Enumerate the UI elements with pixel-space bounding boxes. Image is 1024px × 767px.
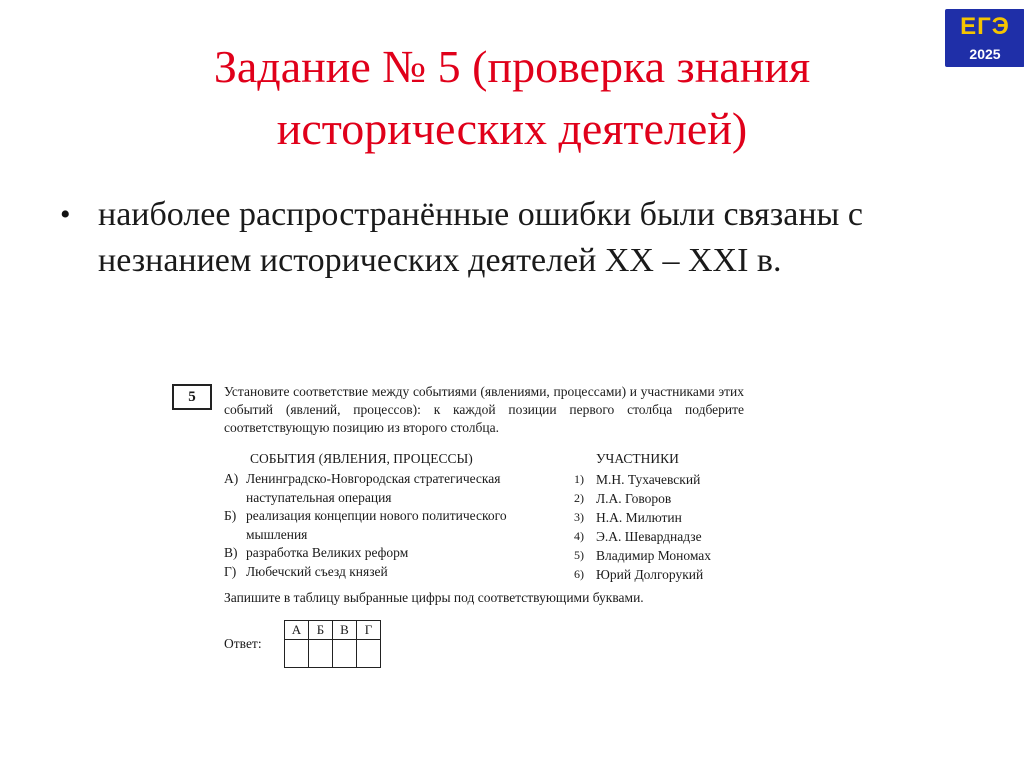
answer-header-row <box>285 621 381 640</box>
answer-header-cell: Г <box>357 621 381 640</box>
participant-number: 4) <box>574 529 584 543</box>
event-item <box>224 544 524 563</box>
event-item <box>224 563 524 582</box>
event-letter: А) <box>224 471 239 486</box>
participant-number: 6) <box>574 567 584 581</box>
participant-name: Н.А. Милютин <box>596 510 682 525</box>
participant-number: 3) <box>574 510 584 524</box>
task-note: Запишите в таблицу выбранные цифры под соответствующими буквами. <box>224 590 644 605</box>
event-letter: В) <box>224 545 238 560</box>
participant-item <box>574 508 754 527</box>
event-text: реализация концепции нового политического мышления <box>246 508 507 542</box>
participant-name: М.Н. Тухачевский <box>596 472 701 487</box>
participant-number: 2) <box>574 491 584 505</box>
bullet-text: наиболее распространённые ошибки были связаны с незнанием исторических деятелей XX – XXI в. <box>98 196 863 279</box>
ege-2025-logo <box>945 9 1024 67</box>
event-text: Любечский съезд князей <box>246 563 388 579</box>
event-item <box>224 470 524 507</box>
participant-name: Л.А. Говоров <box>596 491 672 506</box>
participant-name: Э.А. Шеварднадзе <box>596 529 702 544</box>
bullet-icon: • <box>60 198 71 231</box>
event-item <box>224 507 524 544</box>
participants-list <box>574 470 754 584</box>
answer-cell <box>285 640 309 668</box>
answer-header-cell: А <box>285 621 309 640</box>
events-list <box>224 470 524 581</box>
event-text: разработка Великих реформ <box>246 545 409 560</box>
event-text: Ленинградско-Новгородская стратегическая наступательная операция <box>246 471 501 505</box>
participant-number: 1) <box>574 472 584 486</box>
ege-logo-text: ЕГЭ <box>960 13 1010 40</box>
task-5-fragment <box>172 380 752 680</box>
task-instruction: Установите соответствие между событиями (явлениями, процессами) и участниками этих событий (явлений, процессов): к каждой позиции первого столбца подберите соответствующую позицию из второго столбца. <box>224 384 744 435</box>
answer-header-cell: Б <box>309 621 333 640</box>
answer-table <box>284 620 381 668</box>
answer-cell <box>333 640 357 668</box>
answer-input-row <box>285 640 381 668</box>
task-number-box: 5 <box>172 384 212 410</box>
participant-item <box>574 470 754 489</box>
slide-title-line-2: исторических деятелей) <box>276 103 748 154</box>
slide-title-line-1: Задание № 5 (проверка знания <box>213 41 811 92</box>
participant-number: 5) <box>574 548 584 562</box>
participants-column-header: УЧАСТНИКИ <box>596 451 679 466</box>
ege-logo-year: 2025 <box>969 46 1001 62</box>
slide-title <box>90 36 934 160</box>
participant-item <box>574 489 754 508</box>
participant-name: Владимир Мономах <box>596 548 712 563</box>
events-column-header: СОБЫТИЯ (ЯВЛЕНИЯ, ПРОЦЕССЫ) <box>250 451 473 466</box>
event-letter: Г) <box>224 563 237 579</box>
answer-label: Ответ: <box>224 636 262 651</box>
answer-cell <box>309 640 333 668</box>
participant-item <box>574 527 754 546</box>
answer-cell <box>357 640 381 668</box>
participant-item <box>574 565 754 584</box>
participant-name: Юрий Долгорукий <box>596 567 704 582</box>
participant-item <box>574 546 754 565</box>
answer-header-cell: В <box>333 621 357 640</box>
event-letter: Б) <box>224 508 237 523</box>
